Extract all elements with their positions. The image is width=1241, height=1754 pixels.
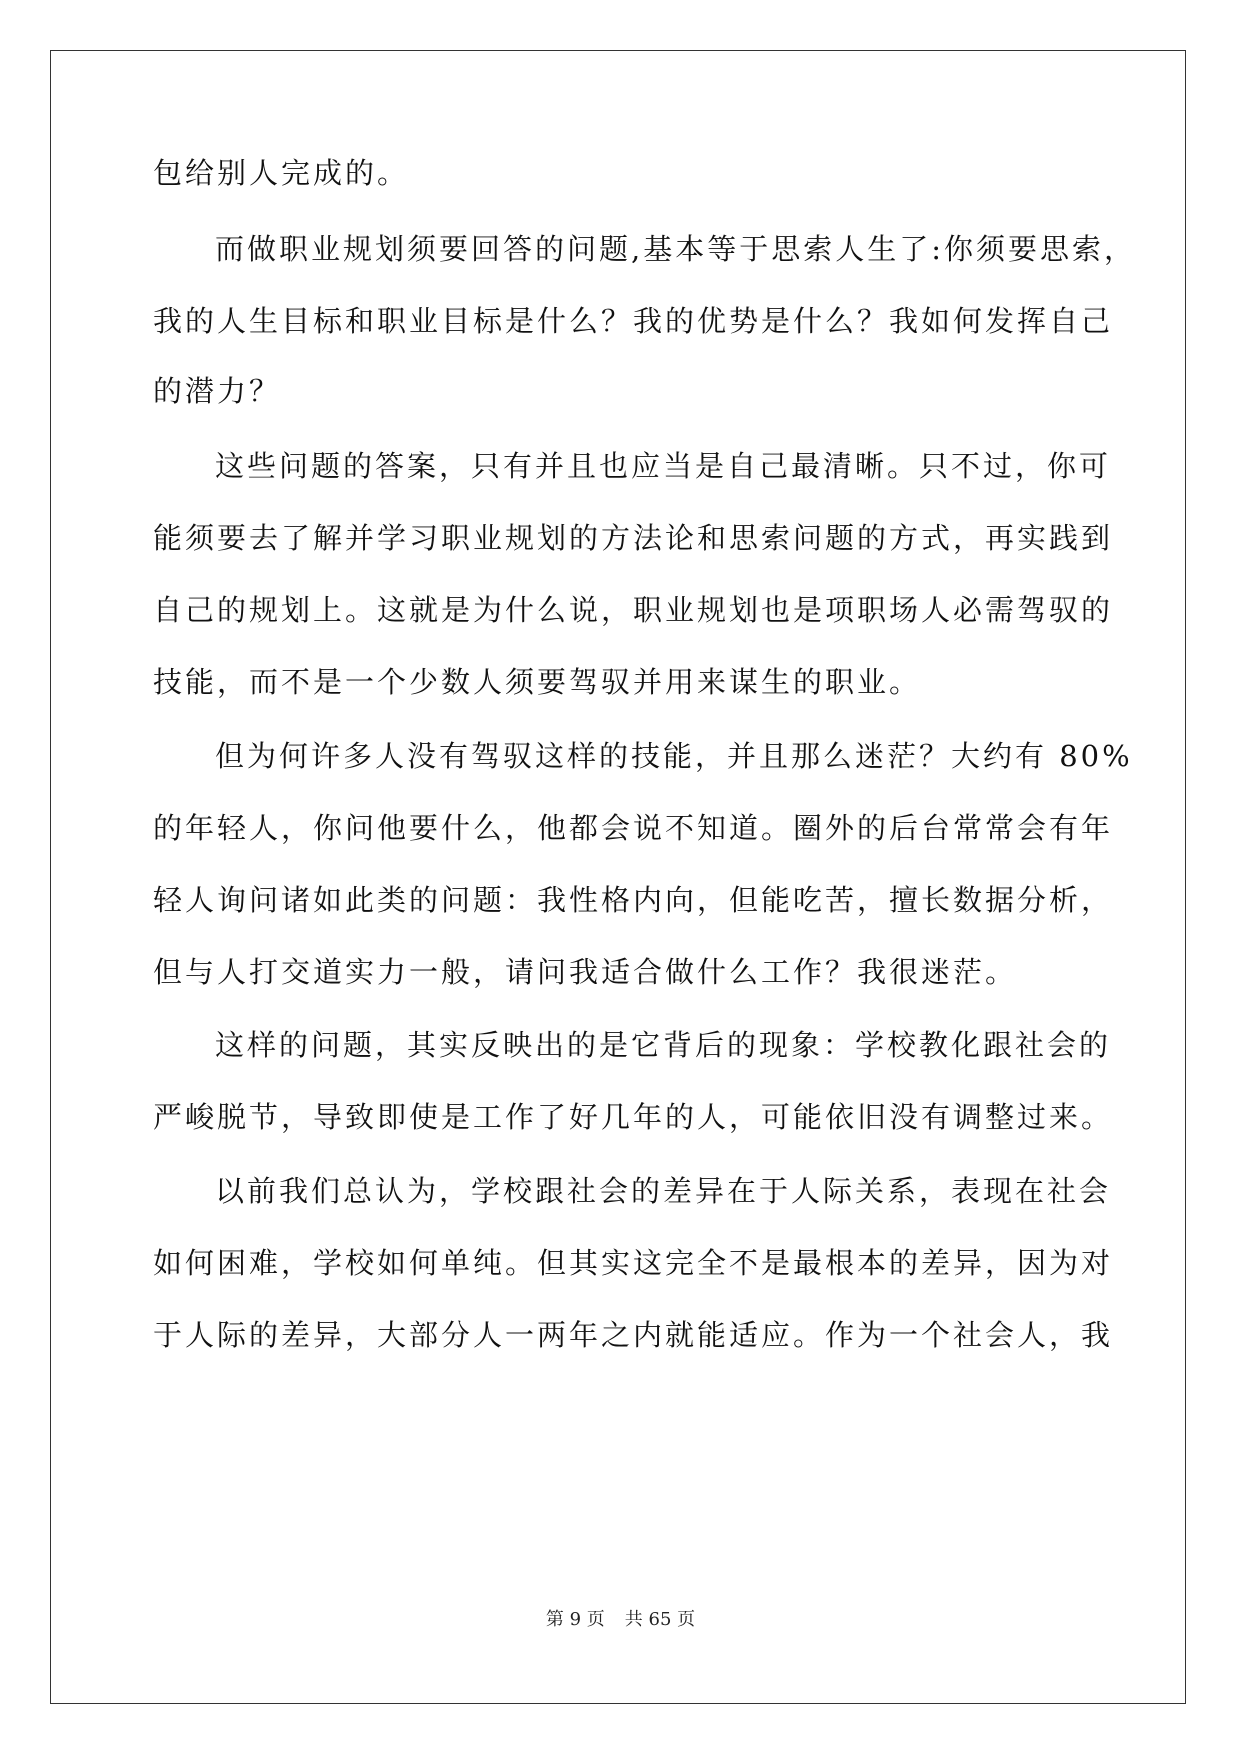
text-line: 技能，而不是一个少数人须要驾驭并用来谋生的职业。 xyxy=(153,665,922,699)
page-border xyxy=(50,50,1186,1704)
page-total: 共 65 页 xyxy=(624,1609,696,1630)
text-line: 包给别人完成的。 xyxy=(153,156,410,190)
text-line: 以前我们总认为，学校跟社会的差异在于人际关系，表现在社会 xyxy=(215,1174,1112,1208)
text-line: 的潜力？ xyxy=(153,374,282,408)
text-line: 严峻脱节，导致即使是工作了好几年的人，可能依旧没有调整过来。 xyxy=(153,1100,1114,1134)
text-line: 能须要去了解并学习职业规划的方法论和思索问题的方式，再实践到 xyxy=(153,521,1114,555)
text-line: 于人际的差异，大部分人一两年之内就能适应。作为一个社会人，我 xyxy=(153,1318,1114,1352)
page-number: 第 9 页 xyxy=(545,1609,605,1630)
text-line: 但与人打交道实力一般，请问我适合做什么工作？我很迷茫。 xyxy=(153,955,1018,989)
text-line: 但为何许多人没有驾驭这样的技能，并且那么迷茫？大约有 80% xyxy=(215,739,1133,773)
text-line: 的年轻人，你问他要什么，他都会说不知道。圈外的后台常常会有年 xyxy=(153,811,1114,845)
text-line: 这些问题的答案，只有并且也应当是自己最清晰。只不过，你可 xyxy=(215,449,1112,483)
text-line: 轻人询问诸如此类的问题：我性格内向，但能吃苦，擅长数据分析， xyxy=(153,883,1114,917)
text-line: 这样的问题，其实反映出的是它背后的现象：学校教化跟社会的 xyxy=(215,1028,1112,1062)
text-line: 自己的规划上。这就是为什么说，职业规划也是项职场人必需驾驭的 xyxy=(153,593,1114,627)
text-line: 而做职业规划须要回答的问题,基本等于思索人生了:你须要思索， xyxy=(215,232,1136,266)
page-footer xyxy=(0,1608,1241,1632)
text-line: 我的人生目标和职业目标是什么？我的优势是什么？我如何发挥自己 xyxy=(153,304,1114,338)
text-line: 如何困难，学校如何单纯。但其实这完全不是最根本的差异，因为对 xyxy=(153,1246,1114,1280)
